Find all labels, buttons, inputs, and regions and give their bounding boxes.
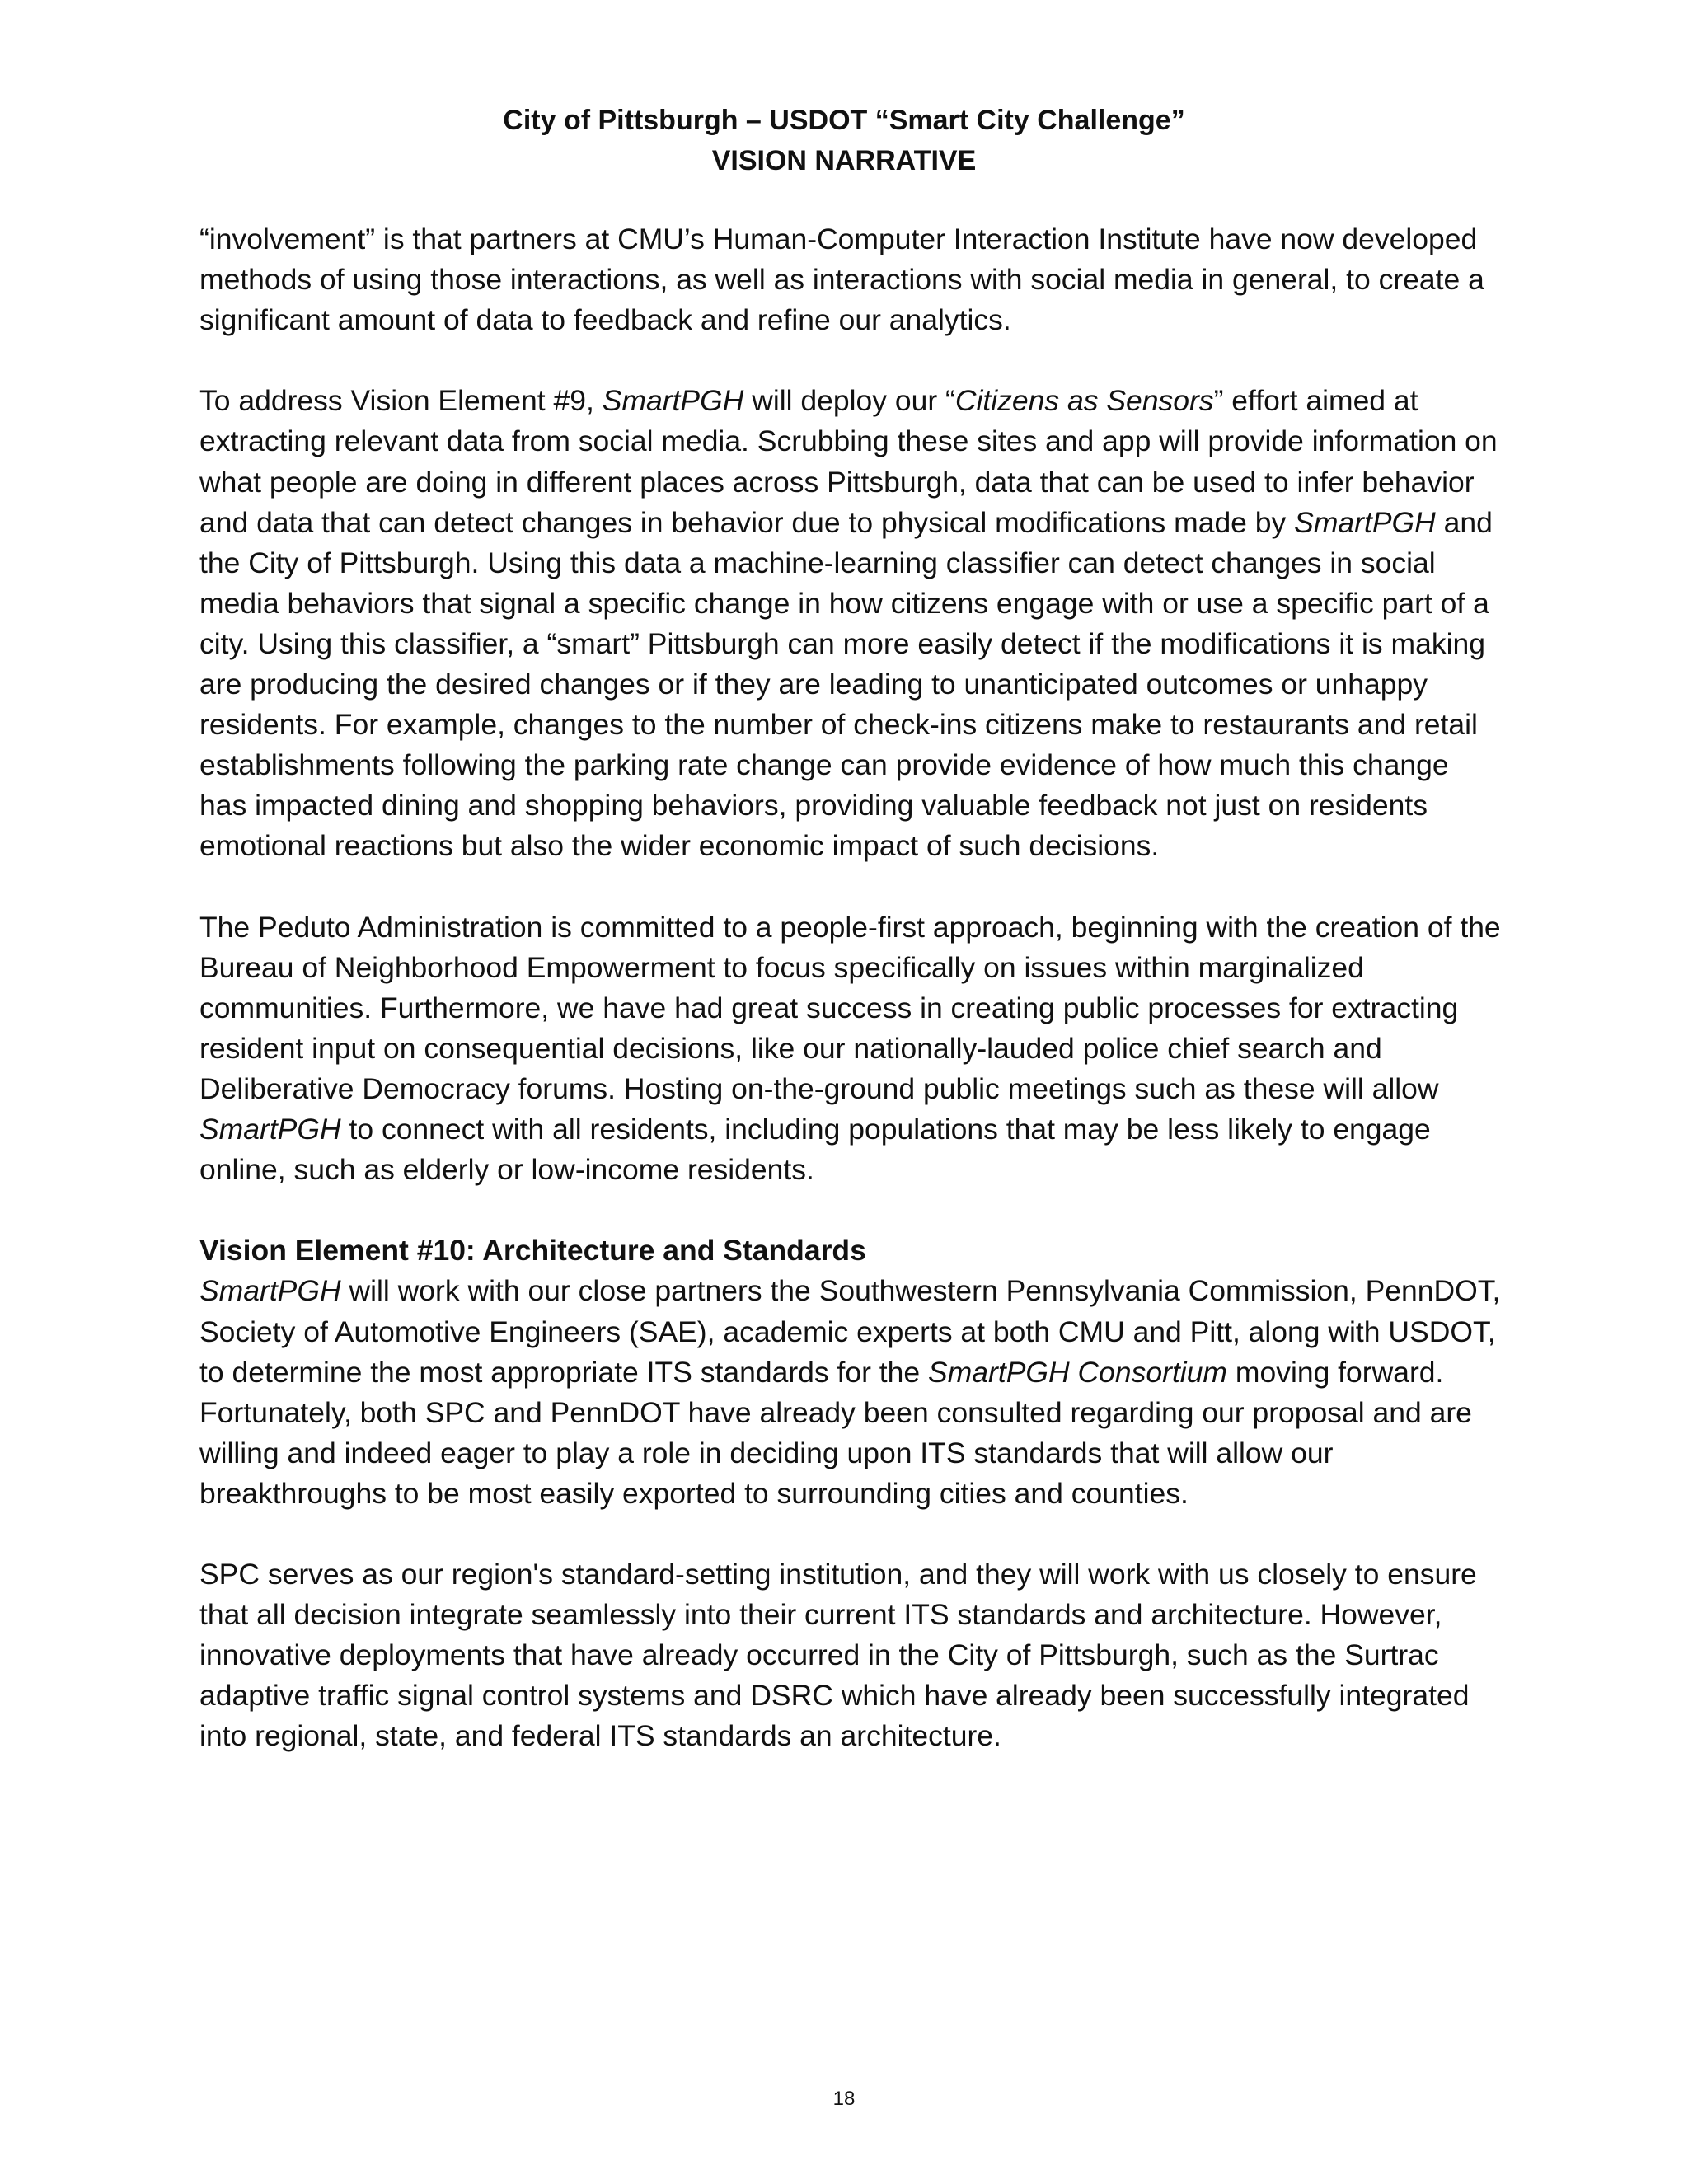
smartpgh-emphasis: SmartPGH	[602, 384, 744, 418]
document-subtitle: VISION NARRATIVE	[711, 145, 977, 176]
paragraph-1: “involvement” is that partners at CMU’s Human-Computer Interaction Institute have now developed methods of using those interactions, as well as interactions with social media in general, to create a significant amount of data to feedback and refine our analytics.	[199, 223, 1484, 337]
paragraph-4-text: moving forward. Fortunately, both SPC and PennDOT have already been consulted regarding our proposal and are willing and indeed eager to play a role in deciding upon ITS standards that will allow our breakthroughs to be most easily exported to surrounding cities and counties.	[199, 1355, 1472, 1510]
paragraph-2	[199, 381, 1502, 866]
paragraph-4-text: will work with our close partners the Southwestern Pennsylvania Commission, PennDOT, Society of Automotive Engineers (SAE), academic experts at both CMU and Pitt, along with USDOT, to determine the most appropriate ITS standards for the	[199, 1274, 1501, 1389]
smartpgh-emphasis: SmartPGH	[1294, 505, 1436, 539]
citizens-as-sensors-emphasis: Citizens as Sensors	[954, 384, 1214, 418]
document-body	[199, 219, 1502, 1757]
document-title: City of Pittsburgh – USDOT “Smart City Challenge”	[503, 105, 1185, 136]
paragraph-2-text: will deploy our “	[743, 384, 955, 418]
paragraph-3	[199, 907, 1502, 1191]
paragraph-2-text: ” effort aimed at extracting relevant data from social media. Scrubbing these sites and app will provide information on what people are doing in different places across Pittsburgh, data that can be used to infer behavior and data that can detect changes in behavior due to physical modifications made by	[199, 384, 1498, 539]
smartpgh-emphasis: SmartPGH	[199, 1274, 341, 1308]
paragraph-3-text: The Peduto Administration is committed to a people-first approach, beginning with the creation of the Bureau of Neighborhood Empowerment to focus specifically on issues within marginalized communities. Furthermore, we have had great success in creating public processes for extracting resident input on consequential decisions, like our nationally-lauded police chief search and Deliberative Democracy forums. Hosting on-the-ground public meetings such as these will allow	[199, 910, 1501, 1105]
paragraph-3-text: to connect with all residents, including populations that may be less likely to engage online, such as elderly or low-income residents.	[199, 1113, 1431, 1187]
paragraph-5: SPC serves as our region's standard-setting institution, and they will work with us closely to ensure that all decision integrate seamlessly into their current ITS standards and architecture. However, innovative deployments that have already occurred in the City of Pittsburgh, such as the Surtrac adaptive traffic signal control systems and DSRC which have already been successfully integrated into regional, state, and federal ITS standards an architecture.	[199, 1558, 1477, 1753]
page-header	[0, 101, 1688, 181]
paragraph-2-text: and the City of Pittsburgh. Using this data a machine-learning classifier can detect changes in social media behaviors that signal a specific change in how citizens engage with or use a specific part of a city. Using this classifier, a “smart” Pittsburgh can more easily detect if the modifications it is making are producing the desired changes or if they are leading to unanticipated outcomes or unhappy residents. For example, changes to the number of check-ins citizens make to restaurants and retail establishments following the parking rate change can provide evidence of how much this change has impacted dining and shopping behaviors, providing valuable feedback not just on residents emotional reactions but also the wider economic impact of such decisions.	[199, 505, 1493, 863]
smartpgh-consortium-emphasis: SmartPGH Consortium	[928, 1355, 1228, 1389]
paragraph-2-text: To address Vision Element #9,	[199, 384, 603, 418]
section-heading: Vision Element #10: Architecture and Standards	[199, 1234, 866, 1268]
paragraph-4	[199, 1271, 1502, 1514]
smartpgh-emphasis: SmartPGH	[199, 1113, 341, 1146]
page-number: 18	[832, 2088, 856, 2110]
